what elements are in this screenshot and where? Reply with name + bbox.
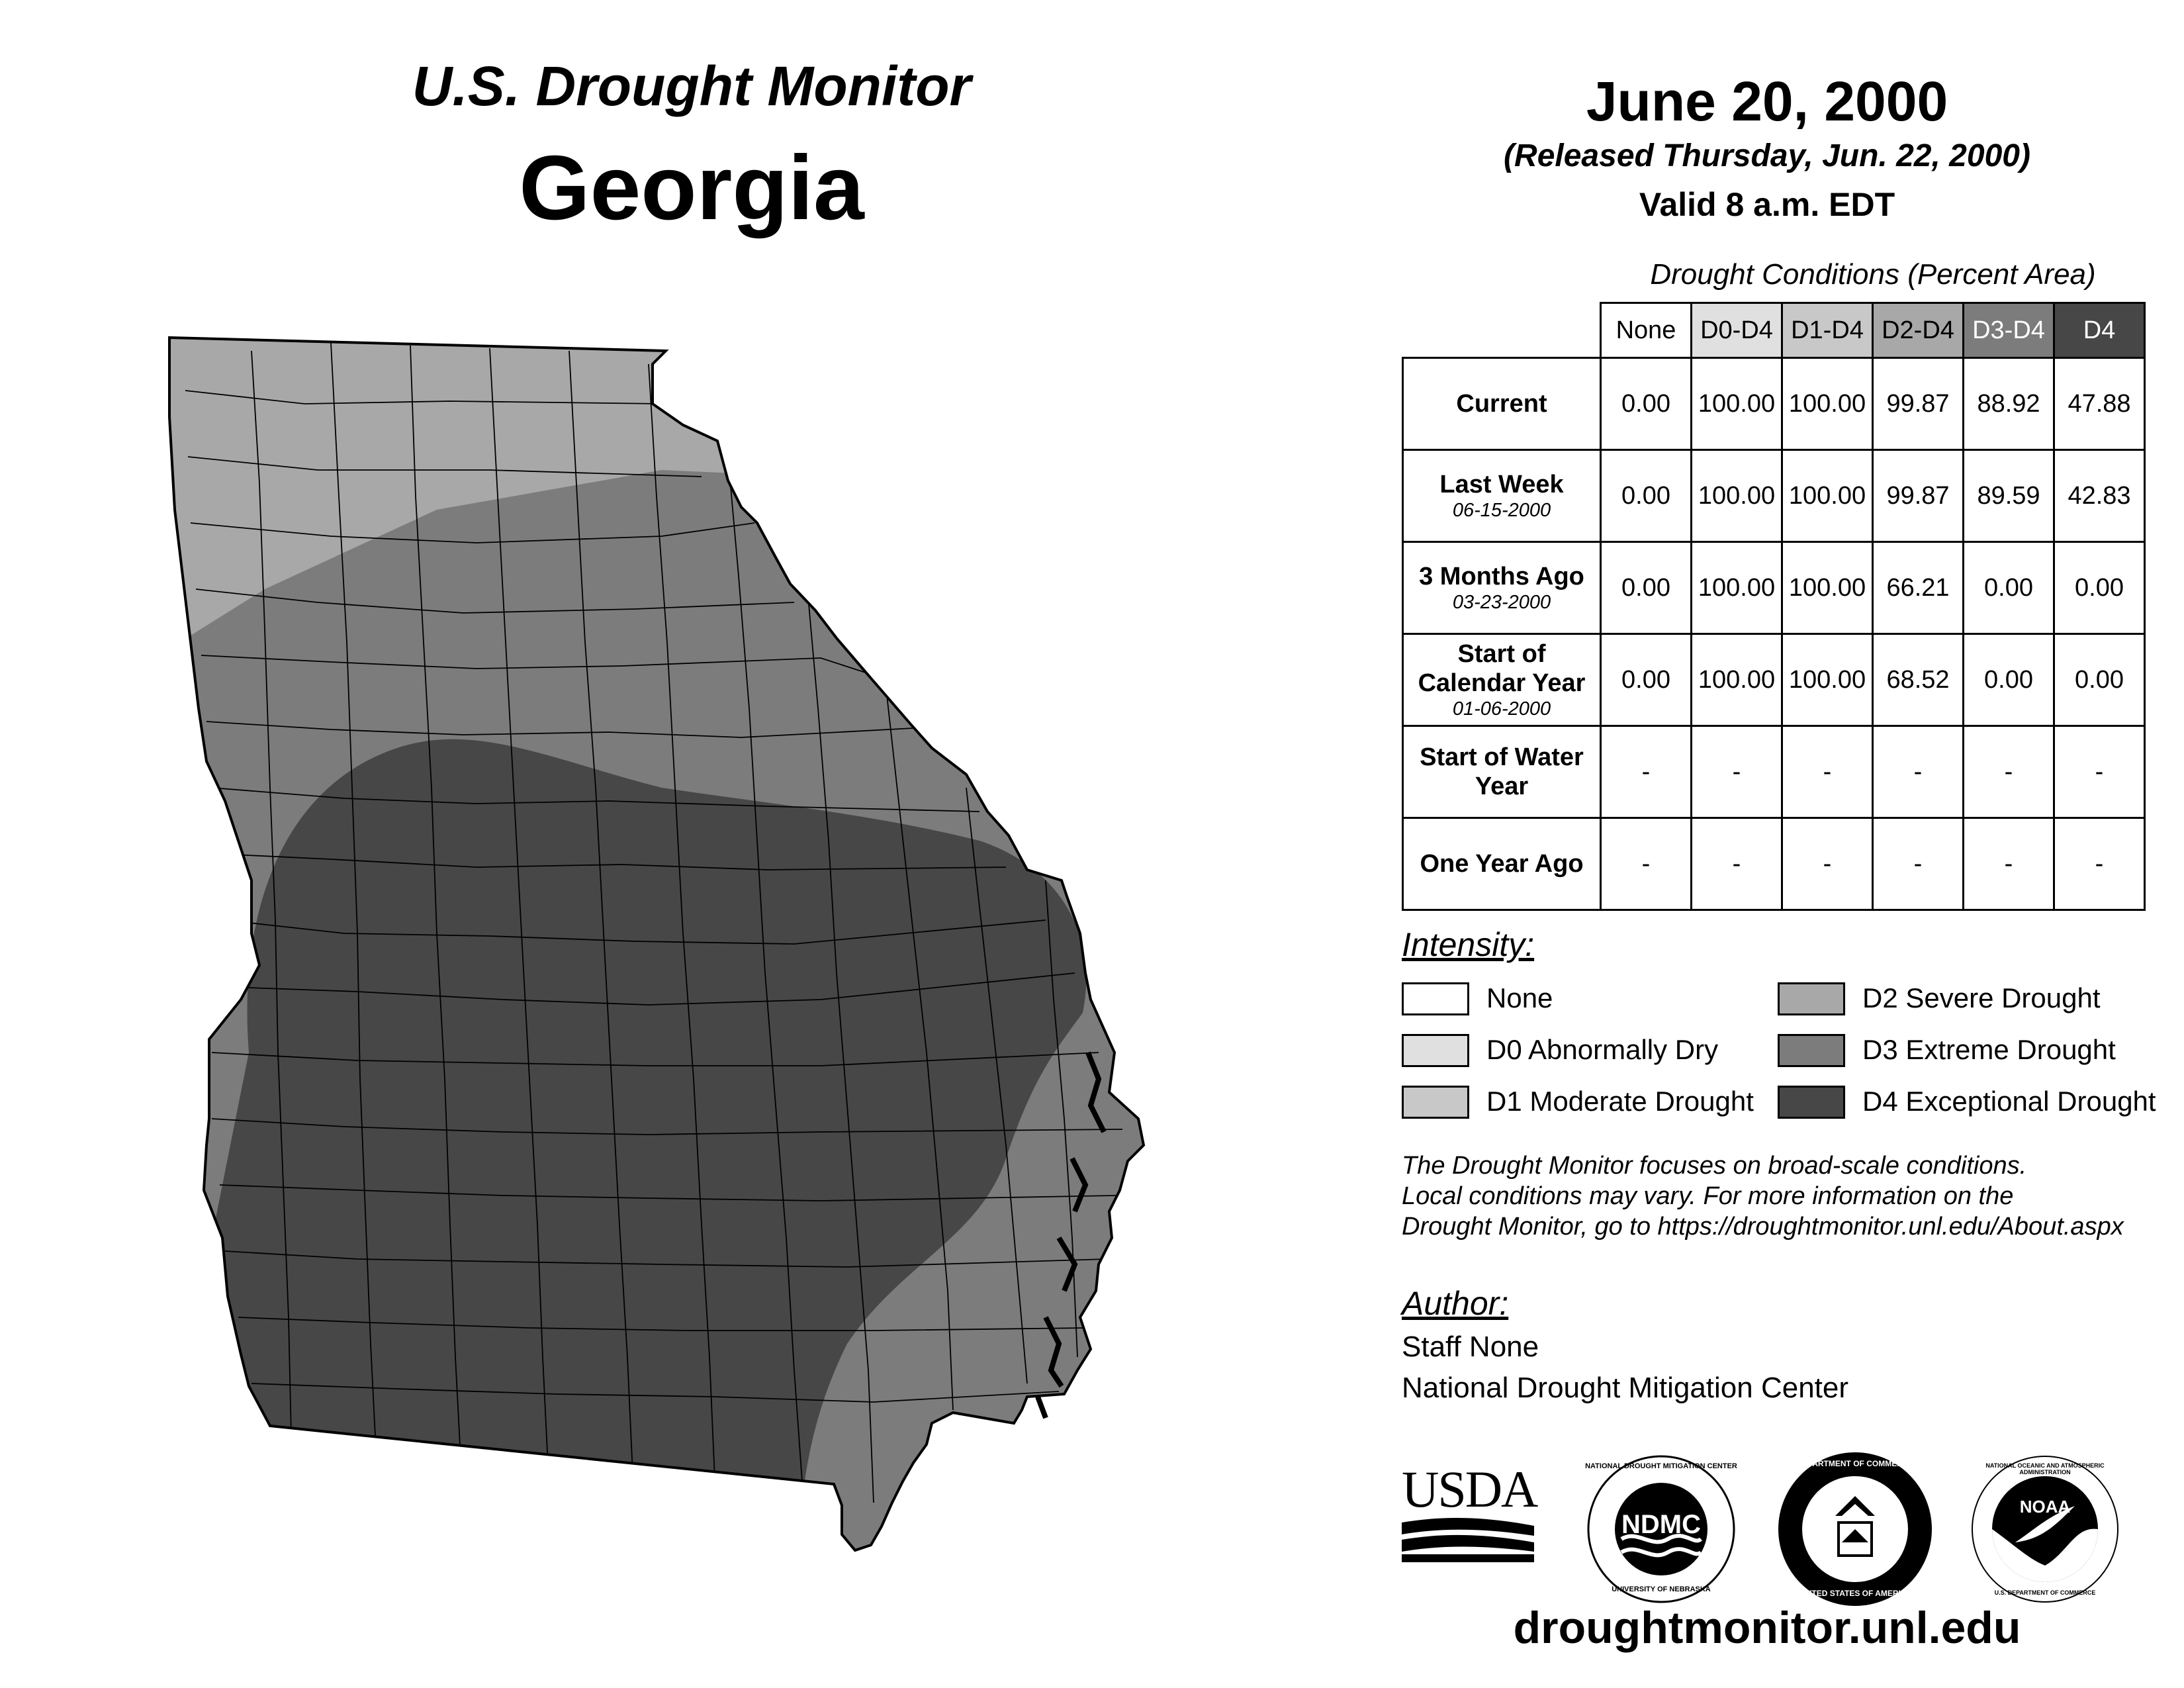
map-title: U.S. Drought Monitor: [412, 55, 972, 117]
col-none: None: [1601, 303, 1692, 358]
map-date: June 20, 2000: [1586, 70, 1948, 132]
table-cell: 89.59: [1964, 450, 2054, 542]
doc-ring-top: DEPARTMENT OF COMMERCE: [1796, 1459, 1914, 1468]
release-date: (Released Thursday, Jun. 22, 2000): [1504, 138, 2030, 173]
drought-map: [132, 311, 1244, 1609]
table-cell: -: [1782, 726, 1873, 818]
author-org: National Drought Mitigation Center: [1402, 1372, 1849, 1404]
usda-swoosh-icon: [1402, 1516, 1534, 1562]
legend-label-d0: D0 Abnormally Dry: [1486, 1034, 1719, 1065]
table-row: [1403, 726, 2145, 818]
table-cell: 100.00: [1782, 634, 1873, 726]
legend-swatch-d4: [1778, 1086, 1845, 1119]
table-cell: -: [1873, 726, 1964, 818]
col-d0-d4: D0-D4: [1692, 303, 1782, 358]
row-label-text: 3 Months Ago: [1419, 563, 1584, 590]
table-cell: 100.00: [1782, 542, 1873, 634]
table-cell: -: [1782, 818, 1873, 910]
ndmc-ring-top: NATIONAL DROUGHT MITIGATION CENTER: [1585, 1462, 1737, 1470]
table-cell: 42.83: [2054, 450, 2145, 542]
table-cell: -: [1873, 818, 1964, 910]
legend-label-none: None: [1486, 982, 1553, 1013]
table-cell: 100.00: [1782, 358, 1873, 450]
row-label-text: Start of Water Year: [1420, 743, 1584, 800]
legend-swatch-d3: [1778, 1034, 1845, 1067]
legend-swatch-d2: [1778, 982, 1845, 1015]
table-cell: 100.00: [1692, 358, 1782, 450]
legend-title: Intensity:: [1402, 926, 1535, 963]
footer-url[interactable]: droughtmonitor.unl.edu: [1513, 1603, 2021, 1653]
table-cell: 66.21: [1873, 542, 1964, 634]
table-cell: 0.00: [1601, 634, 1692, 726]
table-cell: -: [1601, 726, 1692, 818]
table-cell: 0.00: [1601, 542, 1692, 634]
usda-logo-text: USDA: [1402, 1460, 1537, 1518]
table-cell: -: [2054, 818, 2145, 910]
row-label-text: One Year Ago: [1420, 850, 1584, 878]
state-name: Georgia: [519, 137, 864, 239]
table-cell: 99.87: [1873, 450, 1964, 542]
table-row: [1403, 634, 2145, 726]
row-date: 01-06-2000: [1452, 698, 1551, 720]
col-d1-d4: D1-D4: [1782, 303, 1873, 358]
doc-ring-bottom: UNITED STATES OF AMERICA: [1797, 1589, 1913, 1598]
noaa-logo: [1969, 1453, 2121, 1605]
table-cell: 0.00: [2054, 634, 2145, 726]
ndmc-logo-text: NDMC: [1621, 1510, 1701, 1539]
commerce-seal: [1776, 1450, 1934, 1609]
col-d2-d4: D2-D4: [1873, 303, 1964, 358]
drought-stats-table: [1402, 302, 2146, 911]
table-row: [1403, 542, 2145, 634]
row-label: [1403, 358, 1601, 450]
disclaimer-note: [1402, 1150, 2169, 1242]
table-cell: 47.88: [2054, 358, 2145, 450]
col-d3-d4: D3-D4: [1964, 303, 2054, 358]
noaa-logo-text: NOAA: [2019, 1497, 2071, 1517]
note-line: The Drought Monitor focuses on broad-scale conditions.: [1402, 1152, 2027, 1180]
row-label-text: Current: [1456, 390, 1547, 418]
legend-label-d4: D4 Exceptional Drought: [1862, 1086, 2156, 1117]
table-cell: -: [1964, 726, 2054, 818]
table-cell: 0.00: [1601, 450, 1692, 542]
usda-logo: [1402, 1460, 1537, 1562]
table-cell: 100.00: [1692, 634, 1782, 726]
author-name: Staff None: [1402, 1331, 1539, 1363]
note-line: Drought Monitor, go to https://droughtmonitor.unl.edu/About.aspx: [1402, 1213, 2124, 1241]
table-cell: 99.87: [1873, 358, 1964, 450]
row-label-text: Start of Calendar Year: [1418, 640, 1586, 697]
row-label: [1403, 818, 1601, 910]
row-label-text: Last Week: [1439, 471, 1564, 498]
row-date: 06-15-2000: [1452, 500, 1551, 521]
table-header-row: [1403, 303, 2145, 358]
table-cell: 0.00: [1964, 542, 2054, 634]
author-title: Author:: [1402, 1285, 1509, 1322]
table-cell: 68.52: [1873, 634, 1964, 726]
col-d4: D4: [2054, 303, 2145, 358]
legend-label-d1: D1 Moderate Drought: [1486, 1086, 1754, 1117]
table-cell: -: [1692, 726, 1782, 818]
noaa-ring-bottom: U.S. DEPARTMENT OF COMMERCE: [1994, 1589, 2096, 1596]
table-row: [1403, 358, 2145, 450]
valid-time: Valid 8 a.m. EDT: [1639, 186, 1895, 223]
table-cell: 100.00: [1782, 450, 1873, 542]
noaa-ring-top: NATIONAL OCEANIC AND ATMOSPHERIC ADMINISTRATION: [1985, 1462, 2105, 1476]
legend-label-d3: D3 Extreme Drought: [1862, 1034, 2116, 1065]
legend-swatch-none: [1402, 982, 1469, 1015]
d4-area: [185, 739, 1086, 1609]
header-blank-cell: [1403, 303, 1601, 358]
table-cell: 0.00: [1964, 634, 2054, 726]
table-cell: -: [1692, 818, 1782, 910]
table-row: [1403, 450, 2145, 542]
row-label: [1403, 542, 1601, 634]
table-cell: 100.00: [1692, 542, 1782, 634]
row-label: [1403, 450, 1601, 542]
table-cell: -: [1601, 818, 1692, 910]
table-cell: 0.00: [1601, 358, 1692, 450]
table-cell: 88.92: [1964, 358, 2054, 450]
table-cell: 0.00: [2054, 542, 2145, 634]
row-label: [1403, 634, 1601, 726]
table-cell: 100.00: [1692, 450, 1782, 542]
legend-swatch-d1: [1402, 1086, 1469, 1119]
ndmc-ring-bottom: UNIVERSITY OF NEBRASKA: [1612, 1585, 1711, 1593]
table-row: [1403, 818, 2145, 910]
row-label: [1403, 726, 1601, 818]
legend-label-d2: D2 Severe Drought: [1862, 982, 2101, 1013]
table-cell: -: [2054, 726, 2145, 818]
legend-swatch-d0: [1402, 1034, 1469, 1067]
row-date: 03-23-2000: [1452, 592, 1551, 613]
ndmc-seal: [1585, 1453, 1737, 1605]
table-cell: -: [1964, 818, 2054, 910]
table-caption: Drought Conditions (Percent Area): [1650, 258, 2096, 291]
note-line: Local conditions may vary. For more information on the: [1402, 1182, 2014, 1210]
